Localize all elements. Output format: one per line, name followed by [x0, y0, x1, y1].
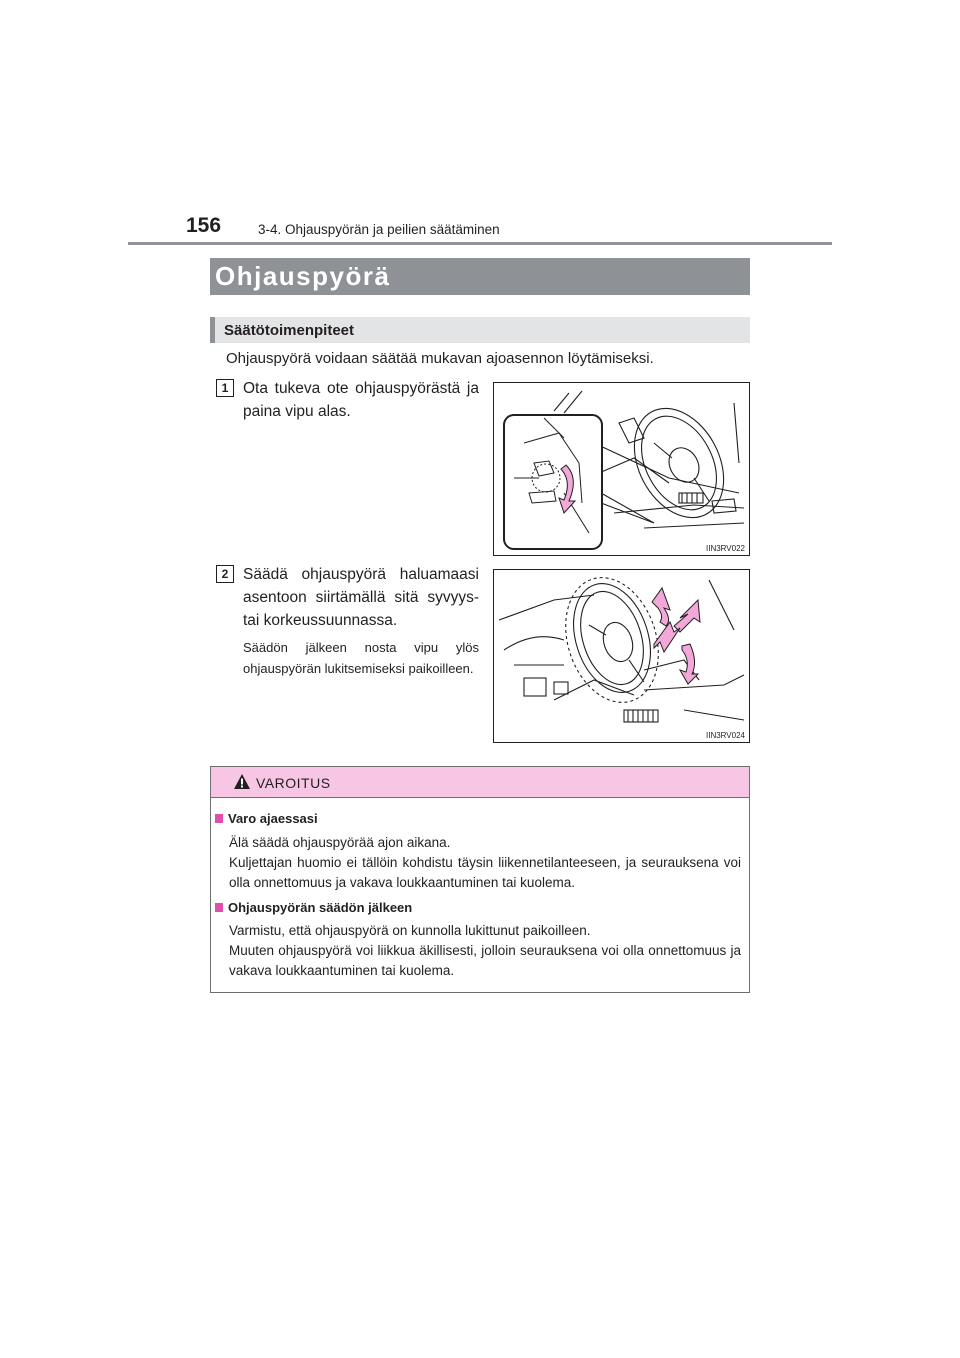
bullet-square-icon [215, 814, 223, 823]
step-1-text: Ota tukeva ote ohjauspyörästä ja paina vipu alas. [243, 380, 479, 420]
subsection-title: Säätötoimenpiteet [224, 322, 355, 339]
warning-item-1-line-2: Kuljettajan huomio ei tällöin kohdistu täysin liikennetilanteeseen, ja seurauksena voi olla onnettomuus ja vakava loukkaantuminen tai kuolema. [229, 855, 741, 890]
warning-item-2-heading: Ohjauspyörän säädön jälkeen [215, 900, 412, 915]
figure-code-2: IIN3RV024 [706, 731, 745, 740]
subsection-title-bar [210, 317, 750, 343]
figure-wheel-adjust [493, 569, 750, 743]
step-number-1: 1 [216, 379, 234, 397]
warning-item-1-heading: Varo ajaessasi [215, 811, 318, 826]
warning-header [211, 767, 749, 798]
warning-item-1-line-1: Älä säädä ohjauspyörää ajon aikana. [229, 835, 451, 850]
figure-lever-release [493, 382, 750, 556]
header-divider [128, 242, 832, 245]
warning-item-2-line-1: Varmistu, että ohjauspyörä on kunnolla lukittunut paikoilleen. [229, 923, 591, 938]
intro-text: Ohjauspyörä voidaan säätää mukavan ajoasennon löytämiseksi. [226, 350, 654, 367]
steering-wheel-adjust-illustration [494, 570, 751, 744]
figure-code-1: IIN3RV022 [706, 544, 745, 553]
step-number-2: 2 [216, 565, 234, 583]
page-number: 156 [186, 214, 222, 237]
steering-column-lever-illustration [494, 383, 751, 557]
warning-box [210, 766, 750, 993]
section-title-bar [210, 258, 750, 295]
warning-item-2-line-2: Muuten ohjauspyörä voi liikkua äkillisesti, jolloin seurauksena voi olla onnettomuus ja vakava loukkaantuminen tai kuolema. [229, 943, 741, 978]
subsection-accent [210, 317, 215, 343]
step-2-text: Säädä ohjauspyörä haluamaasi asentoon siirtämällä sitä syvyys- tai korkeussuunnassa. [243, 566, 479, 629]
section-title: Ohjauspyörä [215, 261, 391, 291]
warning-title: VAROITUS [256, 775, 331, 791]
bullet-square-icon [215, 903, 223, 912]
warning-triangle-icon [233, 773, 251, 790]
step-2-note: Säädön jälkeen nosta vipu ylös ohjauspyörän lukitsemiseksi paikoilleen. [243, 640, 479, 676]
breadcrumb: 3-4. Ohjauspyörän ja peilien säätäminen [258, 222, 500, 237]
